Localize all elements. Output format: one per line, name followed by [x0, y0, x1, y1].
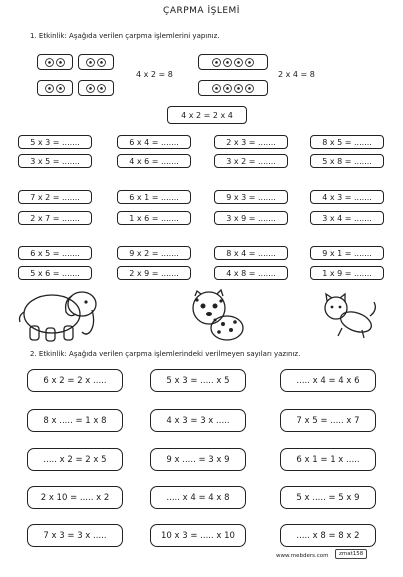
exercise-cell: 4 x 3 = .......	[310, 190, 384, 204]
soccer-ball-icon	[223, 58, 232, 67]
soccer-ball-icon	[212, 58, 221, 67]
soccer-ball-icon	[245, 58, 254, 67]
soccer-ball-icon	[86, 84, 95, 93]
exercise-cell: 3 x 4 = .......	[310, 211, 384, 225]
missing-number-cell: ..... x 2 = 2 x 5	[27, 448, 123, 471]
exercise-cell: 6 x 1 = .......	[117, 190, 191, 204]
exercise-cell: 5 x 8 = .......	[310, 154, 384, 168]
exercise-cell: 6 x 4 = .......	[117, 135, 191, 149]
elephant-icon	[12, 286, 107, 344]
missing-number-cell: 7 x 5 = ..... x 7	[280, 409, 376, 432]
missing-number-cell: 7 x 3 = 3 x .....	[27, 524, 123, 547]
ball-box	[78, 54, 114, 70]
example-left-equation: 4 x 2 = 8	[136, 70, 173, 79]
soccer-ball-icon	[234, 58, 243, 67]
ball-row	[37, 54, 114, 70]
exercise-cell: 2 x 3 = .......	[214, 135, 288, 149]
activity1-instruction: 1. Etkinlik: Aşağıda verilen çarpma işlemlerini yapınız.	[30, 32, 220, 40]
page-title: ÇARPMA İŞLEMİ	[163, 6, 240, 16]
exercise-cell: 9 x 1 = .......	[310, 246, 384, 260]
soccer-ball-icon	[97, 84, 106, 93]
ball-box-wide	[198, 80, 268, 96]
ball-box-wide	[198, 54, 268, 70]
exercise-cell: 1 x 9 = .......	[310, 266, 384, 280]
ball-row	[198, 80, 268, 96]
exercise-cell: 8 x 4 = .......	[214, 246, 288, 260]
exercise-cell: 3 x 5 = .......	[18, 154, 92, 168]
exercise-cell: 9 x 2 = .......	[117, 246, 191, 260]
soccer-ball-icon	[45, 84, 54, 93]
ball-box	[37, 54, 73, 70]
missing-number-cell: 6 x 1 = 1 x .....	[280, 448, 376, 471]
activity2-instruction: 2. Etkinlik: Aşağıda verilen çarpma işlemlerindeki verilmeyen sayıları yazınız.	[30, 350, 301, 358]
kitten-icon	[318, 292, 380, 340]
missing-number-cell: ..... x 8 = 8 x 2	[280, 524, 376, 547]
missing-number-cell: 10 x 3 = ..... x 10	[150, 524, 246, 547]
exercise-cell: 4 x 8 = .......	[214, 266, 288, 280]
exercise-cell: 7 x 2 = .......	[18, 190, 92, 204]
soccer-ball-icon	[245, 84, 254, 93]
soccer-ball-icon	[45, 58, 54, 67]
exercise-cell: 8 x 5 = .......	[310, 135, 384, 149]
ball-row	[198, 54, 268, 70]
soccer-ball-icon	[97, 58, 106, 67]
missing-number-cell: 5 x 3 = ..... x 5	[150, 369, 246, 392]
exercise-cell: 2 x 9 = .......	[117, 266, 191, 280]
footer-logo: zmat158	[335, 549, 367, 559]
soccer-ball-icon	[212, 84, 221, 93]
soccer-ball-icon	[223, 84, 232, 93]
exercise-cell: 5 x 6 = .......	[18, 266, 92, 280]
ball-box	[37, 80, 73, 96]
soccer-ball-icon	[234, 84, 243, 93]
exercise-cell: 3 x 9 = .......	[214, 211, 288, 225]
soccer-ball-icon	[56, 84, 65, 93]
exercise-cell: 3 x 2 = .......	[214, 154, 288, 168]
example-right-equation: 2 x 4 = 8	[278, 70, 315, 79]
missing-number-cell: 5 x ..... = 5 x 9	[280, 486, 376, 509]
exercise-cell: 2 x 7 = .......	[18, 211, 92, 225]
exercise-cell: 1 x 6 = .......	[117, 211, 191, 225]
exercise-cell: 9 x 3 = .......	[214, 190, 288, 204]
missing-number-cell: 4 x 3 = 3 x .....	[150, 409, 246, 432]
missing-number-cell: 8 x ..... = 1 x 8	[27, 409, 123, 432]
missing-number-cell: 2 x 10 = ..... x 2	[27, 486, 123, 509]
ball-row	[37, 80, 114, 96]
missing-number-cell: ..... x 4 = 4 x 6	[280, 369, 376, 392]
leopard-icon	[185, 288, 250, 344]
exercise-cell: 5 x 3 = .......	[18, 135, 92, 149]
missing-number-cell: ..... x 4 = 4 x 8	[150, 486, 246, 509]
example-commutative-box: 4 x 2 = 2 x 4	[167, 106, 247, 124]
exercise-cell: 6 x 5 = .......	[18, 246, 92, 260]
soccer-ball-icon	[86, 58, 95, 67]
ball-box	[78, 80, 114, 96]
footer-site: www.mebders.com	[276, 553, 329, 559]
missing-number-cell: 6 x 2 = 2 x .....	[27, 369, 123, 392]
exercise-cell: 4 x 6 = .......	[117, 154, 191, 168]
soccer-ball-icon	[56, 58, 65, 67]
missing-number-cell: 9 x ..... = 3 x 9	[150, 448, 246, 471]
